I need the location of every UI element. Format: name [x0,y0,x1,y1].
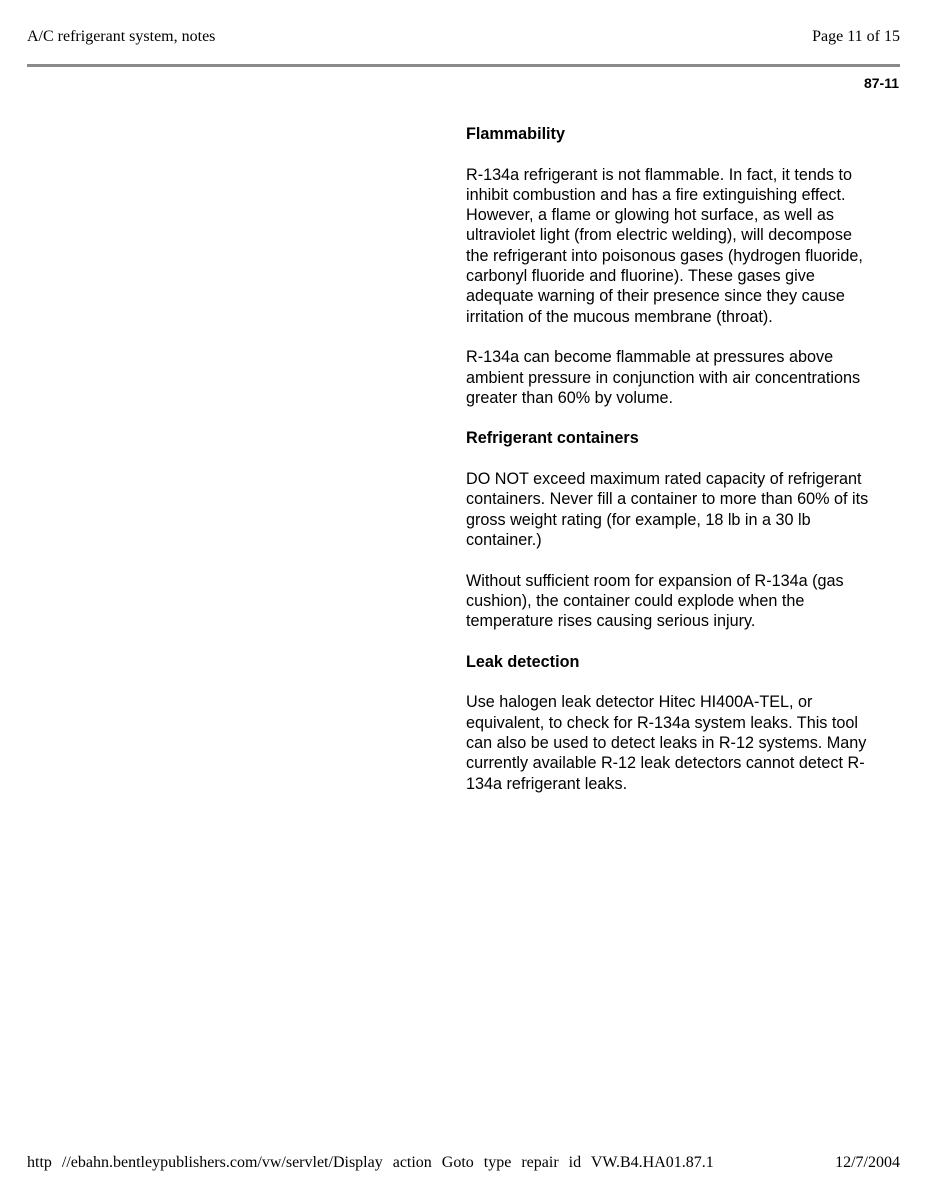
source-url: http //ebahn.bentleypublishers.com/vw/servlet/Display action Goto type repair id VW.B4.HA01.87.1 [27,1154,714,1171]
print-date: 12/7/2004 [835,1154,900,1171]
section-refrigerant-containers [466,428,876,631]
paragraph: R-134a refrigerant is not flammable. In fact, it tends to inhibit combustion and has a fire extinguishing effect. However, a flame or glowing hot surface, as well as ultraviolet light (from electric welding), will decompose the refrigerant into poisonous gases (hydrogen fluoride, carbonyl fluoride and fluorine). These gases give adequate warning of their presence since they cause irritation of the mucous membrane (throat). [466,165,863,326]
paragraph: DO NOT exceed maximum rated capacity of refrigerant containers. Never fill a container to more than 60% of its gross weight rating (for example, 18 lb in a 30 lb container.) [466,470,869,549]
page-header [27,28,900,52]
section-heading: Refrigerant containers [466,429,639,448]
section-leak-detection [466,652,876,794]
section-heading: Flammability [466,125,565,143]
paragraph: R-134a can become flammable at pressures above ambient pressure in conjunction with air concentrations greater than 60% by volume. [466,348,861,407]
header-divider [27,64,900,67]
section-flammability [466,124,876,408]
section-code: 87-11 [863,75,899,91]
main-content [466,124,876,814]
paragraph: Use halogen leak detector Hitec HI400A-TEL, or equivalent, to check for R-134a system leaks. This tool can also be used to detect leaks in R-12 systems. Many currently available R-12 leak detectors cannot detect R-134a refrigerant leaks. [466,693,867,793]
section-heading: Leak detection [466,652,580,671]
paragraph: Without sufficient room for expansion of R-134a (gas cushion), the container could explode when the temperature rises causing serious injury. [466,571,844,631]
document-title: A/C refrigerant system, notes [27,28,216,45]
page-number: Page 11 of 15 [812,28,900,45]
